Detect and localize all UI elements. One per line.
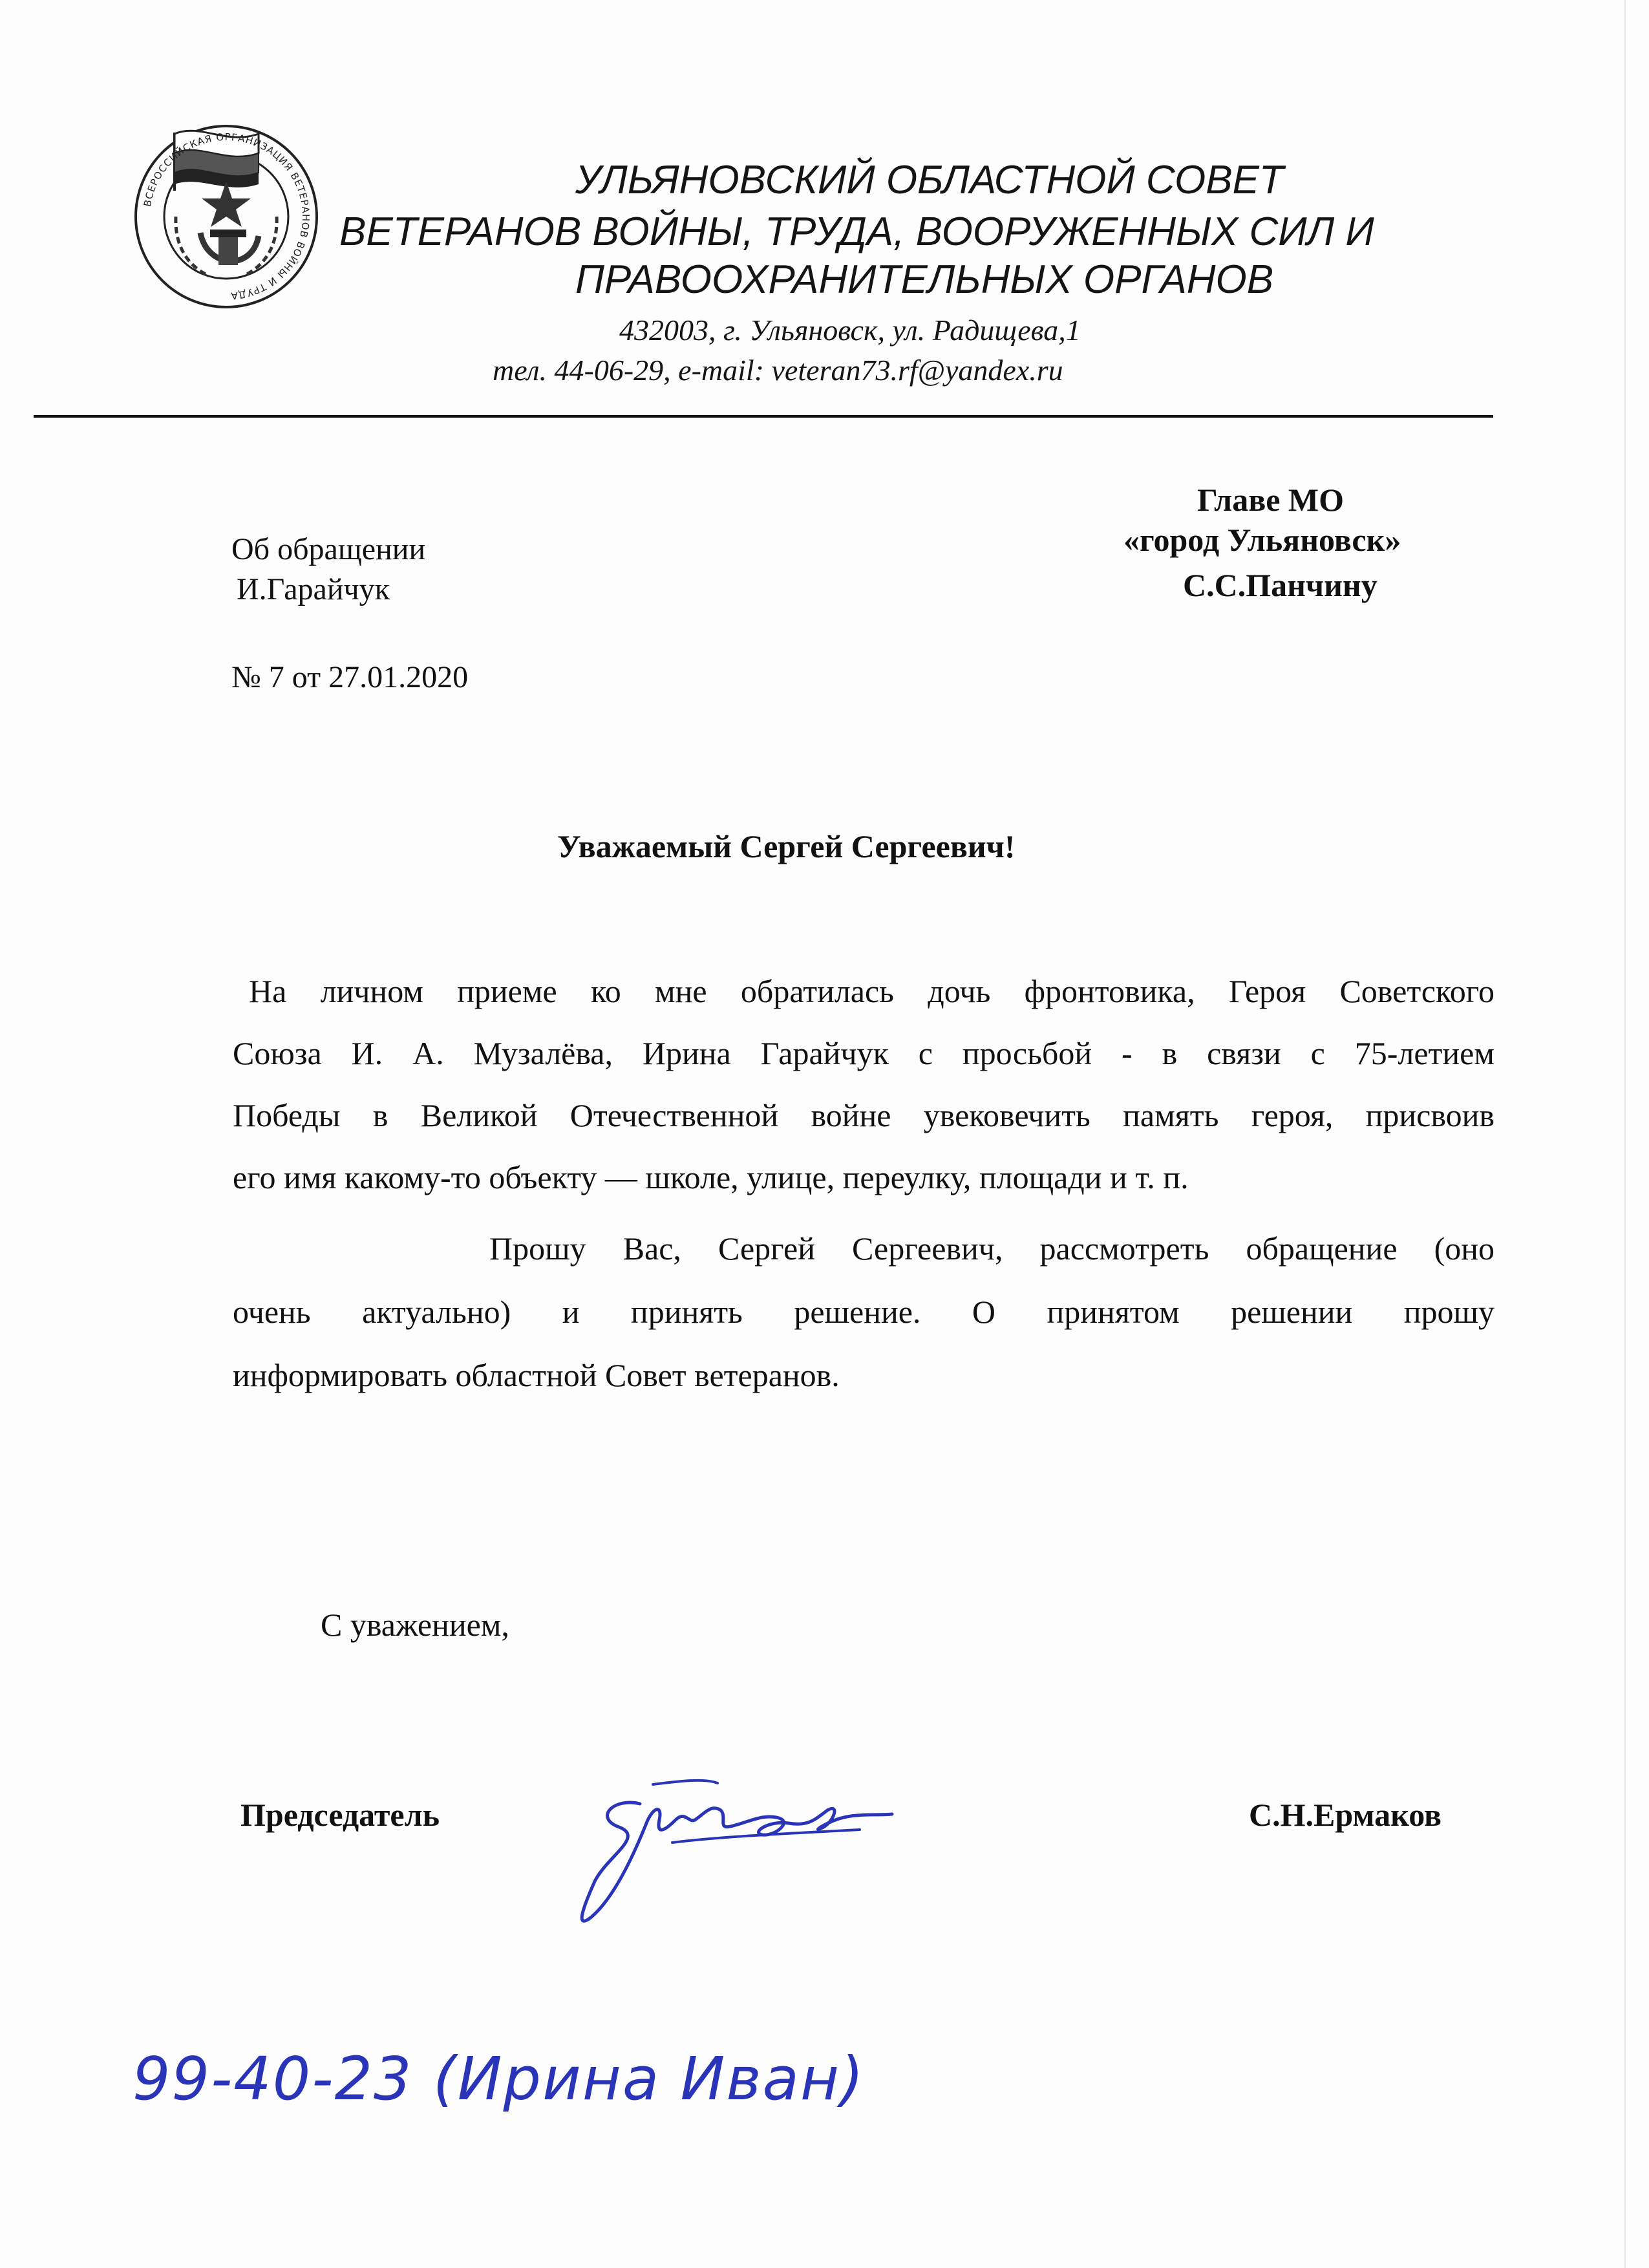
org-name-line3: ПРАВООХРАНИТЕЛЬНЫХ ОРГАНОВ (575, 257, 1274, 302)
recipient-line1: Главе МО (1197, 482, 1345, 518)
closing: С уважением, (321, 1607, 509, 1643)
org-name-line1: УЛЬЯНОВСКИЙ ОБЛАСТНОЙ СОВЕТ (575, 158, 1284, 202)
signatory-name: С.Н.Ермаков (1249, 1797, 1442, 1833)
recipient-line3: С.С.Панчину (1183, 567, 1378, 603)
salutation: Уважаемый Сергей Сергеевич! (557, 828, 1016, 864)
body-p2-line2: очень актуально) и принять решение. О принятом решении прошу (233, 1294, 1495, 1330)
header-divider (34, 415, 1493, 418)
body-p1-line1: На личном приеме ко мне обратилась дочь фронтовика, Героя Советского (249, 973, 1495, 1009)
subject-line1: Об обращении (231, 532, 426, 566)
body-p1-line3: Победы в Великой Отечественной войне увековечить память героя, присвоив (233, 1097, 1495, 1133)
veterans-emblem-logo (129, 120, 323, 314)
body-p2-line3: информировать областной Совет ветеранов. (233, 1357, 840, 1393)
logo-ring-text: ВСЕРОССИЙСКАЯ ОРГАНИЗАЦИЯ ВЕТЕРАНОВ ВОЙНЫ И ТРУДА (141, 131, 312, 302)
body-p1-line2: Союза И. А. Музалёва, Ирина Гарайчук с просьбой - в связи с 75-летием (233, 1035, 1495, 1071)
org-contacts: тел. 44-06-29, e-mail: veteran73.rf@yandex.ru (493, 354, 1063, 387)
handwritten-signature (556, 1759, 905, 1933)
signatory-title: Председатель (240, 1797, 440, 1833)
body-p1-line4: его имя какому-то объекту — школе, улице, переулку, площади и т. п. (233, 1159, 1189, 1195)
subject-line2: И.Гарайчук (237, 572, 390, 606)
page-edge (1624, 0, 1626, 2268)
reference-number: № 7 от 27.01.2020 (231, 660, 469, 694)
org-address: 432003, г. Ульяновск, ул. Радищева,1 (619, 314, 1081, 347)
body-p2-line1: Прошу Вас, Сергей Сергеевич, рассмотреть обращение (оно (489, 1230, 1495, 1267)
org-name-line2: ВЕТЕРАНОВ ВОЙНЫ, ТРУДА, ВООРУЖЕННЫХ СИЛ И (339, 209, 1374, 254)
recipient-line2: «город Ульяновск» (1123, 522, 1401, 558)
handwritten-note: 99-40-23 (Ирина Иван) (133, 2044, 865, 2113)
